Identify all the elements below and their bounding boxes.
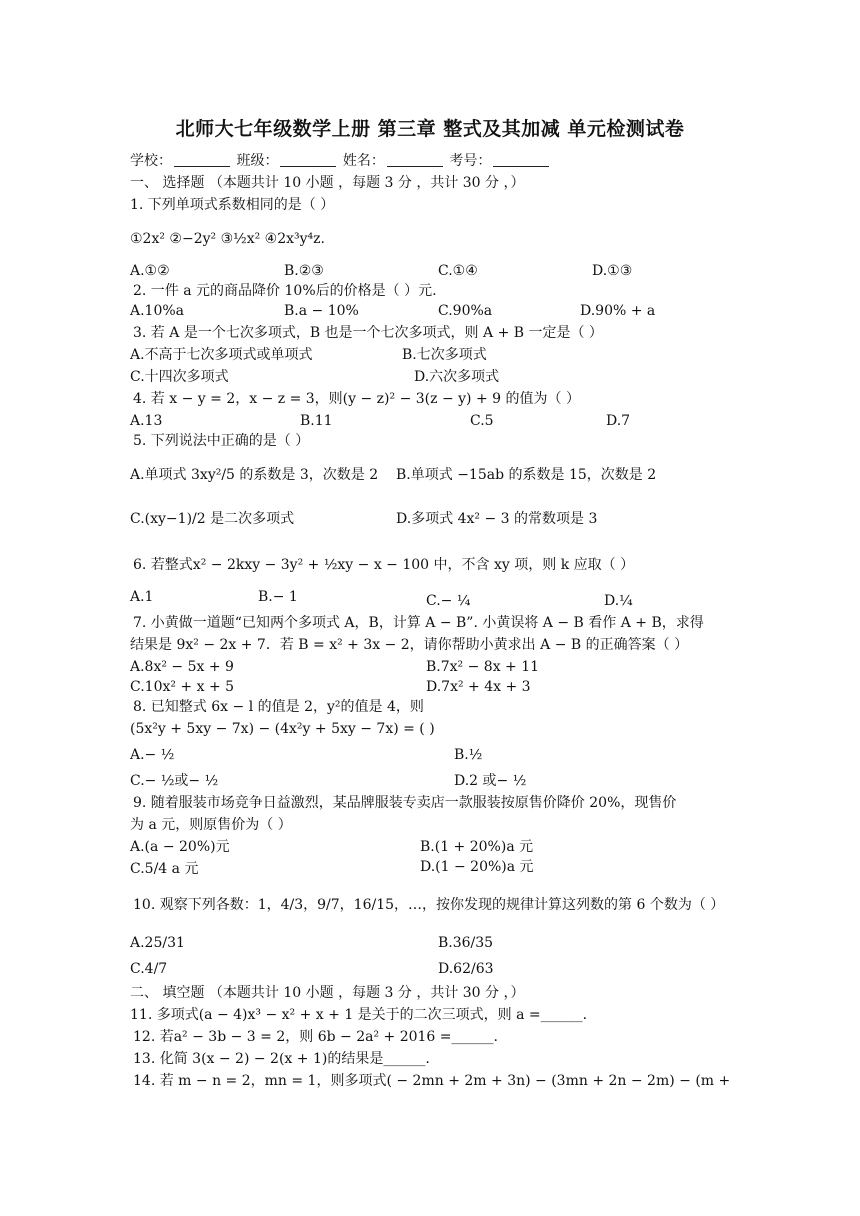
question-1-stem: 1. 下列单项式系数相同的是（ ）	[130, 197, 335, 213]
question-9-stem-line-2: 为 a 元，则原售价为（ ）	[130, 817, 292, 833]
question-1-option-a: A.①②	[130, 263, 170, 279]
question-3-option-d: D.六次多项式	[414, 369, 500, 385]
question-10-option-a: A.25/31	[130, 935, 185, 951]
question-2-option-c: C.90%a	[438, 303, 493, 319]
section-heading-fill-in: 二、 填空题 （本题共计 10 小题 ，每题 3 分 ，共计 30 分 ，）	[130, 985, 525, 1001]
name-label: 姓名：	[342, 153, 385, 169]
question-6-option-d: D.¼	[604, 593, 633, 609]
question-4-stem: 4. 若 x − y = 2，x − z = 3，则(y − z)² − 3(z − y) + 9 的值为（ ）	[133, 391, 580, 407]
question-5-option-d: D.多项式 4x² − 3 的常数项是 3	[396, 511, 598, 527]
question-8-option-c: C.− ½或− ½	[130, 773, 219, 789]
question-6-stem: 6. 若整式x² − 2kxy − 3y² + ½xy − x − 100 中，不含 xy 项，则 k 应取（ ）	[133, 557, 635, 573]
question-7-option-b: B.7x² − 8x + 11	[426, 659, 540, 675]
question-2-stem: 2. 一件 a 元的商品降价 10%后的价格是（ ）元.	[133, 283, 437, 299]
question-4-option-a: A.13	[130, 413, 163, 429]
question-3-option-c: C.十四次多项式	[130, 369, 229, 385]
question-5-option-c: C.(xy−1)/2 是二次多项式	[130, 511, 295, 527]
question-7-option-c: C.10x² + x + 5	[130, 679, 235, 695]
question-7-stem-line-2: 结果是 9x² − 2x + 7．若 B = x² + 3x − 2，请你帮助小黄求出 A − B 的正确答案（ ）	[130, 637, 689, 653]
question-1-option-b: B.②③	[284, 263, 324, 279]
question-8-option-a: A.− ½	[130, 747, 175, 763]
question-1-option-c: C.①④	[438, 263, 478, 279]
question-6-option-b: B.− 1	[258, 589, 298, 605]
page-title: 北师大七年级数学上册 第三章 整式及其加减 单元检测试卷	[175, 118, 685, 140]
question-1-option-d: D.①③	[592, 263, 633, 279]
question-3-stem: 3. 若 A 是一个七次多项式，B 也是一个七次多项式，则 A + B 一定是（ ）	[133, 325, 603, 341]
class-blank	[280, 152, 336, 167]
question-9-option-d: D.(1 − 20%)a 元	[420, 859, 534, 875]
question-13: 13. 化简 3(x − 2) − 2(x + 1)的结果是______.	[133, 1051, 430, 1067]
question-2-option-b: B.a − 10%	[284, 303, 359, 319]
question-5-option-a: A.单项式 3xy²/5 的系数是 3，次数是 2	[130, 467, 379, 483]
question-8-option-b: B.½	[454, 747, 483, 763]
question-10-option-c: C.4/7	[130, 961, 168, 977]
question-5-stem: 5. 下列说法中正确的是（ ）	[133, 433, 310, 449]
section-heading-choice: 一、 选择题 （本题共计 10 小题 ，每题 3 分 ，共计 30 分 ，）	[130, 175, 525, 191]
question-6-option-c: C.− ¼	[426, 593, 471, 609]
question-4-option-d: D.7	[606, 413, 631, 429]
question-9-stem-line-1: 9. 随着服装市场竞争日益激烈，某品牌服装专卖店一款服装按原售价降价 20%，现售价	[133, 795, 677, 811]
question-5-option-b: B.单项式 −15ab 的系数是 15，次数是 2	[396, 467, 657, 483]
question-8-option-d: D.2 或− ½	[454, 773, 527, 789]
exam-no-label: 考号：	[449, 153, 492, 169]
name-blank	[387, 152, 443, 167]
question-9-option-b: B.(1 + 20%)a 元	[420, 839, 534, 855]
class-label: 班级：	[236, 153, 279, 169]
question-10-option-b: B.36/35	[438, 935, 494, 951]
question-4-option-c: C.5	[470, 413, 494, 429]
question-10-stem: 10. 观察下列各数：1，4/3，9/7，16/15，…，按你发现的规律计算这列数的第 6 个数为（ ）	[133, 897, 725, 913]
question-14: 14. 若 m − n = 2，mn = 1，则多项式( − 2mn + 2m + 3n) − (3mn + 2n − 2m) − (m +	[133, 1073, 731, 1089]
question-10-option-d: D.62/63	[438, 961, 494, 977]
question-11: 11. 多项式(a − 4)x³ − x² + x + 1 是关于的二次三项式，则 a =______.	[130, 1007, 588, 1023]
question-12: 12. 若a² − 3b − 3 = 2，则 6b − 2a² + 2016 =______.	[133, 1029, 498, 1045]
question-3-option-a: A.不高于七次多项式或单项式	[130, 347, 313, 363]
school-label: 学校：	[130, 153, 172, 169]
question-7-option-d: D.7x² + 4x + 3	[426, 679, 531, 695]
question-9-option-c: C.5/4 a 元	[130, 861, 199, 877]
question-7-stem-line-1: 7. 小黄做一道题“已知两个多项式 A，B，计算 A − B”. 小黄误将 A − B 看作 A + B，求得	[133, 615, 704, 631]
question-8-stem-line-1: 8. 已知整式 6x − l 的值是 2，y²的值是 4，则	[133, 699, 424, 715]
school-blank	[174, 152, 230, 167]
question-6-option-a: A.1	[130, 589, 154, 605]
question-9-option-a: A.(a − 20%)元	[130, 839, 230, 855]
student-info-row	[130, 152, 551, 170]
exam-no-blank	[493, 152, 549, 167]
question-4-option-b: B.11	[300, 413, 333, 429]
question-2-option-a: A.10%a	[130, 303, 185, 319]
question-2-option-d: D.90% + a	[580, 303, 656, 319]
question-3-option-b: B.七次多项式	[402, 347, 487, 363]
question-1-expression: ①2x² ②−2y² ③½x² ④2x³y⁴z.	[130, 231, 325, 247]
question-7-option-a: A.8x² − 5x + 9	[130, 659, 234, 675]
question-8-stem-line-2: (5x²y + 5xy − 7x) − (4x²y + 5xy − 7x) = ( )	[130, 721, 435, 737]
